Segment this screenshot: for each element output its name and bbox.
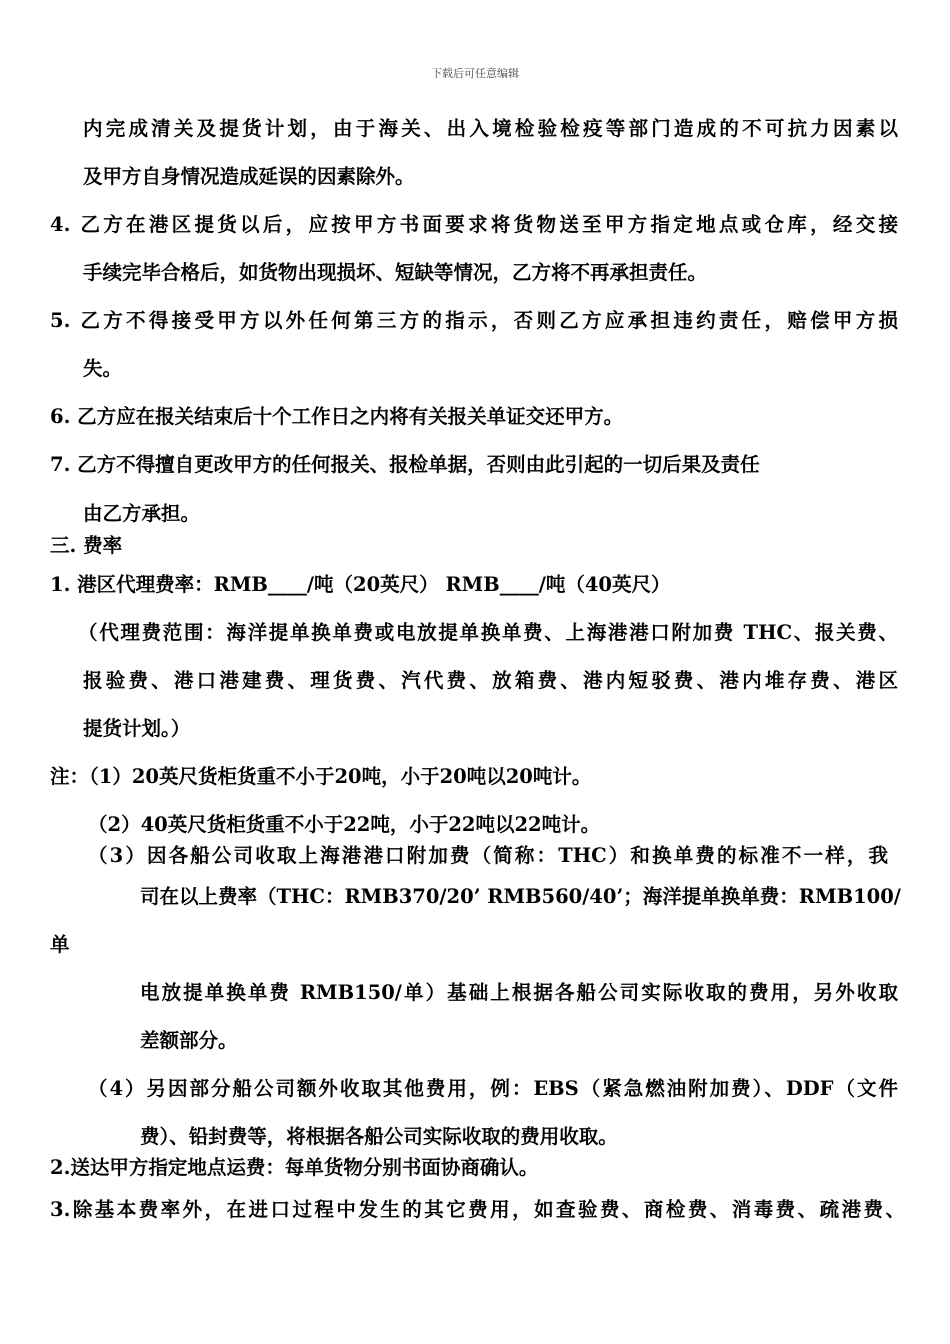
paragraph-line: 手续完毕合格后，如货物出现损坏、短缺等情况，乙方将不再承担责任。 bbox=[83, 261, 708, 284]
note-line: 电放提单换单费 RMB150/单）基础上根据各船公司实际收取的费用，另外收取 bbox=[140, 981, 898, 1004]
list-item-6: 6. 乙方应在报关结束后十个工作日之内将有关报关单证交还甲方。 bbox=[50, 405, 624, 428]
rate-item-1: 1. 港区代理费率：RMB____/吨（20英尺） RMB____/吨（40英尺） bbox=[50, 573, 671, 596]
rate-item-3: 3.除基本费率外，在进口过程中发生的其它费用，如查验费、商检费、消毒费、疏港费、 bbox=[50, 1198, 905, 1221]
note-line: 注：（1）20英尺货柜货重不小于20吨，小于20吨以20吨计。 bbox=[50, 765, 592, 788]
paragraph-line: 及甲方自身情况造成延误的因素除外。 bbox=[83, 165, 415, 188]
paragraph-line: （代理费范围：海洋提单换单费或电放提单换单费、上海港港口附加费 THC、报关费、 bbox=[78, 621, 898, 644]
paragraph-line: 由乙方承担。 bbox=[83, 502, 201, 525]
paragraph-line: 报验费、港口港建费、理货费、汽代费、放箱费、港内短驳费、港内堆存费、港区 bbox=[83, 669, 898, 692]
paragraph-line: 失。 bbox=[83, 357, 123, 380]
note-line: （4）另因部分船公司额外收取其他费用，例：EBS（紧急燃油附加费）、DDF（文件 bbox=[88, 1077, 898, 1100]
paragraph-line: 内完成清关及提货计划，由于海关、出入境检验检疫等部门造成的不可抗力因素以 bbox=[83, 117, 898, 140]
note-line: 费）、铅封费等，将根据各船公司实际收取的费用收取。 bbox=[140, 1125, 618, 1148]
rate-item-2: 2.送达甲方指定地点运费：每单货物分别书面协商确认。 bbox=[50, 1156, 539, 1179]
list-item-5: 5. 乙方不得接受甲方以外任何第三方的指示，否则乙方应承担违约责任，赔偿甲方损 bbox=[50, 309, 898, 332]
list-item-4: 4. 乙方在港区提货以后，应按甲方书面要求将货物送至甲方指定地点或仓库，经交接 bbox=[50, 213, 898, 236]
section-heading: 三. 费率 bbox=[50, 534, 123, 557]
paragraph-line: 提货计划。） bbox=[83, 717, 191, 740]
note-line: 差额部分。 bbox=[140, 1029, 238, 1052]
note-line: 单 bbox=[50, 933, 70, 956]
note-line: 司在以上费率（THC：RMB370/20’ RMB560/40’；海洋提单换单费：RMB100/ bbox=[140, 885, 901, 908]
page-header: 下载后可任意编辑 bbox=[431, 67, 519, 80]
note-line: （3）因各船公司收取上海港港口附加费（简称：THC）和换单费的标准不一样，我 bbox=[88, 844, 888, 867]
list-item-7: 7. 乙方不得擅自更改甲方的任何报关、报检单据，否则由此引起的一切后果及责任 bbox=[50, 453, 760, 476]
note-line: （2）40英尺货柜货重不小于22吨，小于22吨以22吨计。 bbox=[88, 813, 601, 836]
